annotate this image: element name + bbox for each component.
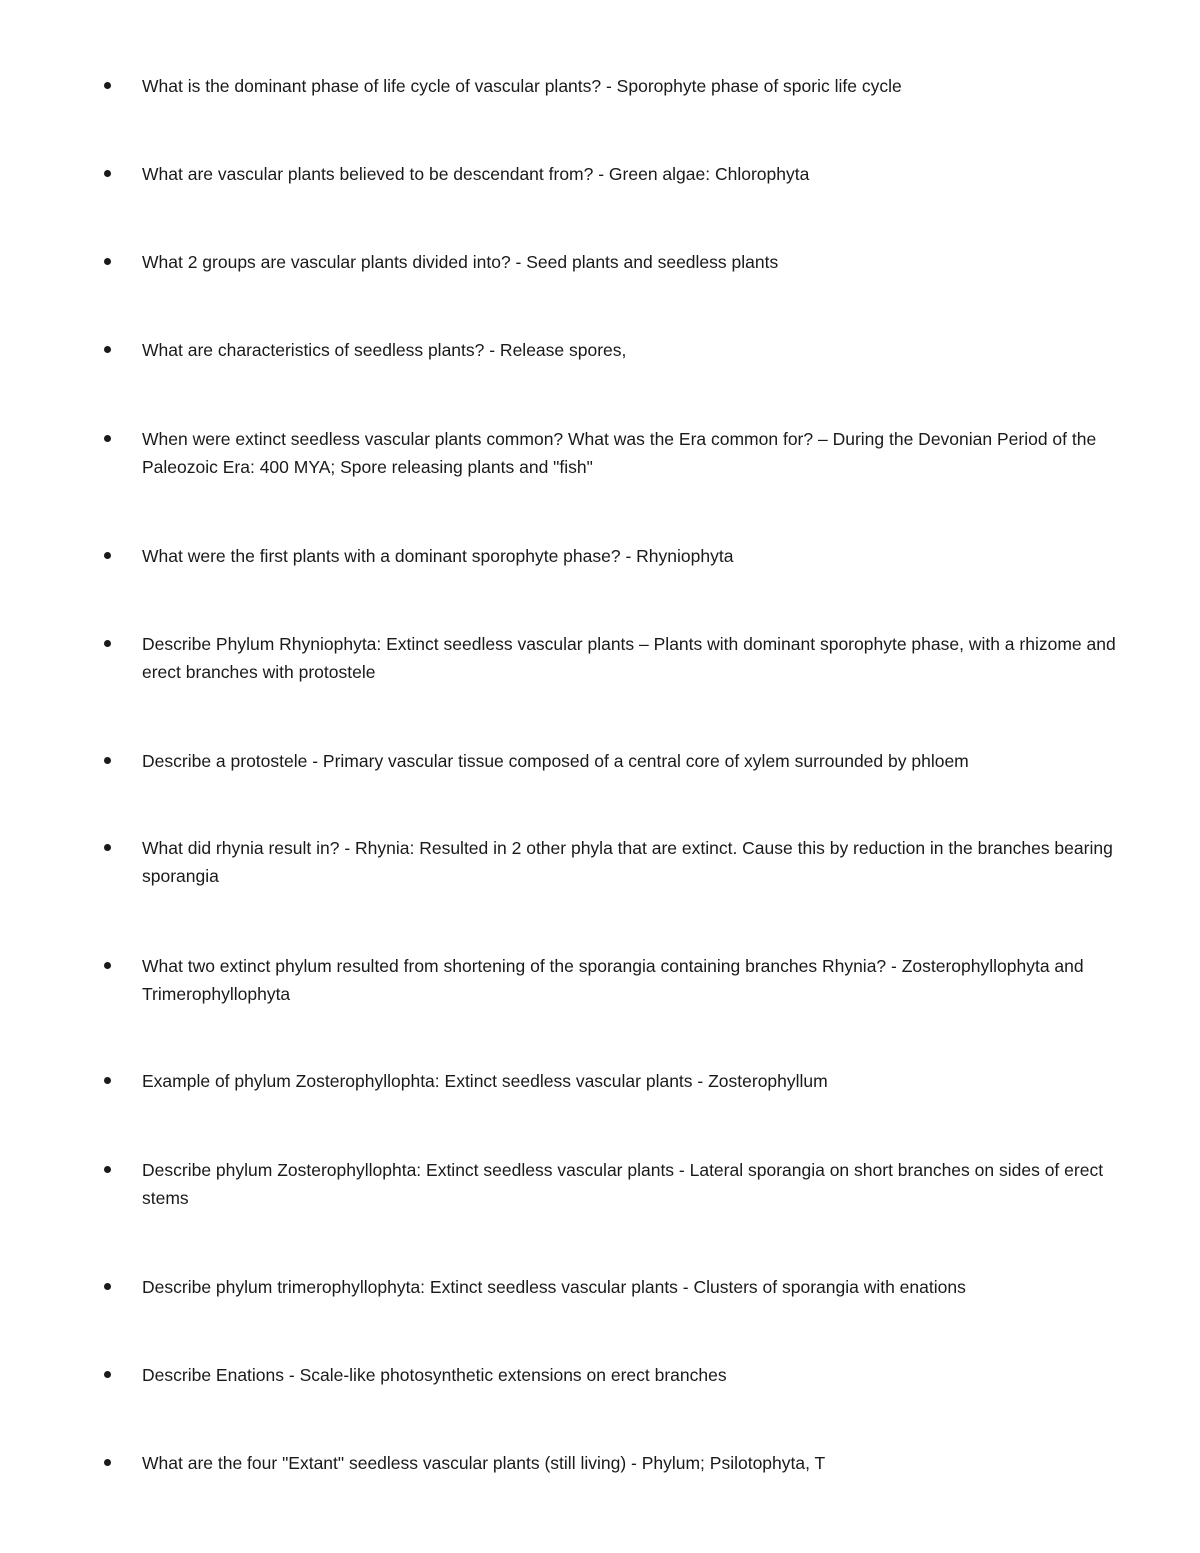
bullet-icon [104,435,111,442]
list-item-text: What are characteristics of seedless plants? - Release spores, [142,340,627,360]
list-item-text: What are the four "Extant" seedless vascular plants (still living) - Phylum; Psilotophyta, T [142,1453,826,1473]
list-item-text: What two extinct phylum resulted from shortening of the sporangia containing branches Rhynia? - Zosterophyllophyta and Trimerophyllophyta [142,956,1084,1004]
bullet-icon [104,1077,111,1084]
list-item-text: When were extinct seedless vascular plants common? What was the Era common for? – During the Devonian Period of the Paleozoic Era: 400 MYA; Spore releasing plants and "fish" [142,429,1097,477]
list-item-text: What are vascular plants believed to be descendant from? - Green algae: Chlorophyta [142,164,810,184]
bullet-icon [104,552,111,559]
bullet-icon [104,82,111,89]
list-item-text: Example of phylum Zosterophyllophta: Extinct seedless vascular plants - Zosterophyllum [142,1071,828,1091]
list-item-text: Describe Enations - Scale-like photosynthetic extensions on erect branches [142,1365,727,1385]
list-item-text: Describe Phylum Rhyniophyta: Extinct seedless vascular plants – Plants with dominant sporophyte phase, with a rhizome and erect branches with protostele [142,634,1116,682]
list-item-text: Describe phylum trimerophyllophyta: Extinct seedless vascular plants - Clusters of sporangia with enations [142,1277,966,1297]
list-item-text: What 2 groups are vascular plants divided into? - Seed plants and seedless plants [142,252,779,272]
bullet-icon [104,1371,111,1378]
bullet-icon [104,757,111,764]
list-item-text: What is the dominant phase of life cycle of vascular plants? - Sporophyte phase of sporic life cycle [142,76,902,96]
bullet-icon [104,1459,111,1466]
list-item-text: What did rhynia result in? - Rhynia: Resulted in 2 other phyla that are extinct. Cause this by reduction in the branches bearing sporangia [142,838,1113,886]
bullet-icon [104,346,111,353]
bullet-icon [104,1166,111,1173]
bullet-icon [104,258,111,265]
bullet-icon [104,844,111,851]
list-item-text: Describe a protostele - Primary vascular tissue composed of a central core of xylem surrounded by phloem [142,751,969,771]
bullet-icon [104,170,111,177]
bullet-icon [104,962,111,969]
list-item-text: What were the first plants with a dominant sporophyte phase? - Rhyniophyta [142,546,734,566]
bullet-icon [104,1283,111,1290]
list-item-text: Describe phylum Zosterophyllophta: Extinct seedless vascular plants - Lateral sporangia on short branches on sides of erect stems [142,1160,1104,1208]
bullet-icon [104,640,111,647]
